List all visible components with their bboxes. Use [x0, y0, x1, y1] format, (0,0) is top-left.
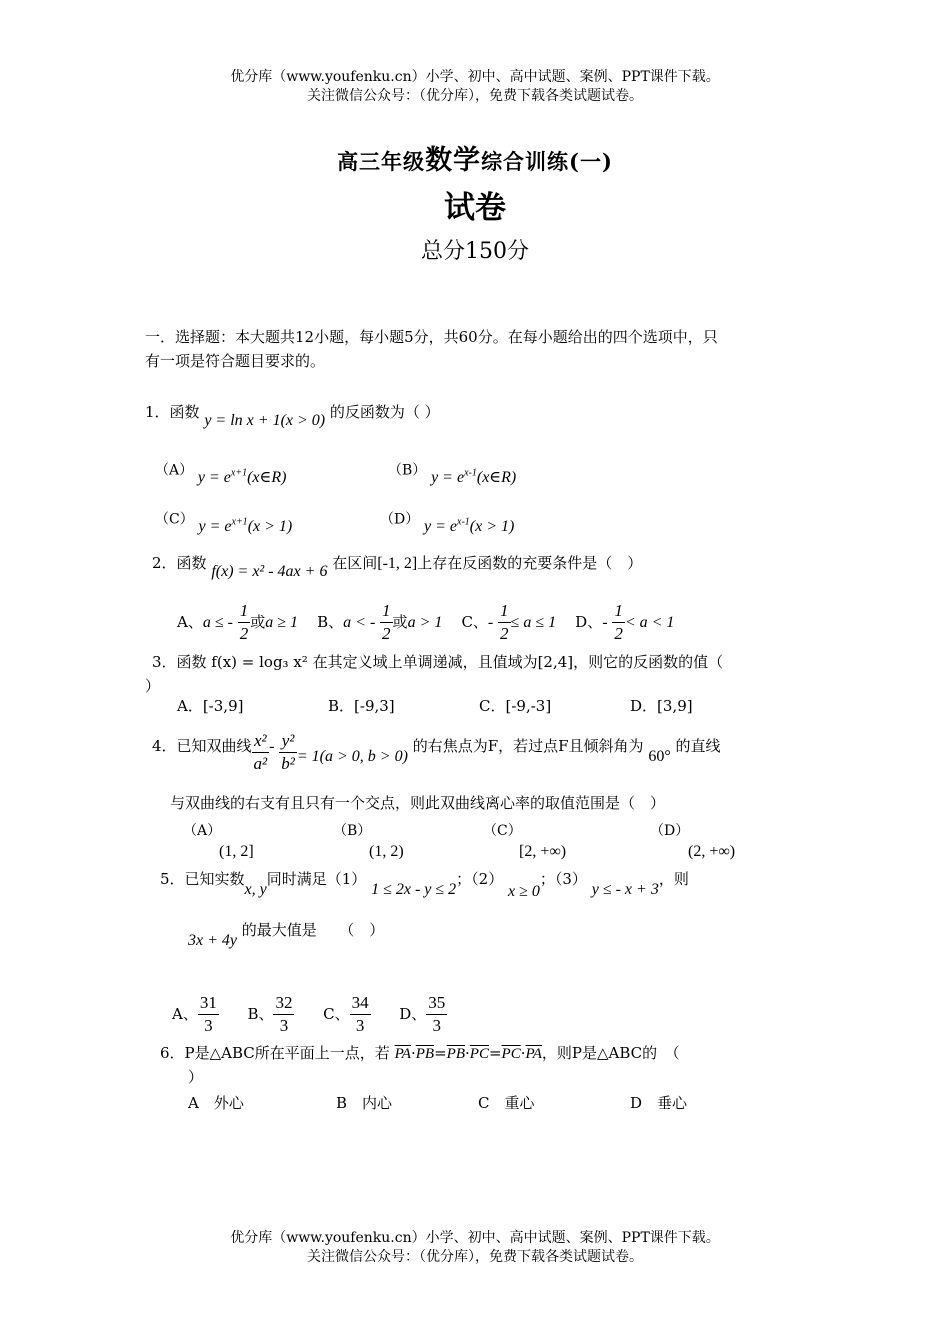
q4-option-a: （A） (1, 2]	[183, 823, 254, 860]
section-intro-line-2: 有一项是符合题目要求的。	[145, 352, 326, 370]
header-line-2: 关注微信公众号：（优分库），免费下载各类试题试卷。	[307, 88, 643, 104]
q6-stem-line-2: ）	[188, 1068, 204, 1086]
q4-option-d: （D） (2, +∞)	[650, 823, 736, 860]
q5-stem-line-2: 3x + 4y 的最大值是 （ ）	[188, 921, 385, 949]
q6-option-a: A 外心	[188, 1094, 244, 1112]
q1-stem: 1．函数 y = ln x + 1(x > 0) 的反函数为（ ）	[145, 403, 440, 429]
q5-option-a: A、 $\frac{31}{3}$	[172, 993, 217, 1035]
q5-option-d: D、 $\frac{35}{3}$	[399, 993, 446, 1035]
q3-stem-line-2: ）	[145, 677, 161, 695]
q5-option-c: C、 $\frac{34}{3}$	[323, 993, 369, 1035]
q4-stem: 4．已知双曲线 $\frac{\text{x²}}{\text{a²}}$ - $\frac{\text{y²}}{\text{b²}}$ = 1(a > 0, b > 0) 的右焦点为F，若过点F且倾斜角为 60° 的直线	[152, 731, 721, 773]
q4-option-c: （C） [2, +∞)	[483, 823, 567, 860]
q2-function: f(x) = x² - 4ax + 6	[211, 563, 328, 580]
page-subtitle: 试卷	[444, 190, 506, 226]
q5-stem: 5．已知实数x, y同时满足（1） 1 ≤ 2x - y ≤ 2；（2） x ≥ 0；（3） y ≤ - x + 3，则	[160, 870, 689, 900]
q3-option-c: C．[-9,-3]	[479, 697, 552, 715]
q5-option-b: B、 $\frac{32}{3}$	[247, 993, 293, 1035]
q6-option-b: B 内心	[336, 1094, 393, 1112]
q1-option-a: （A） $y = e^{x+1}(x\in R)$	[155, 462, 287, 487]
q2-option-c: C、- $\frac{1}{2}$ ≤ a ≤ 1	[461, 601, 557, 643]
q3-option-d: D．[3,9]	[630, 697, 693, 715]
title-grade: 高三年级	[337, 149, 426, 174]
page-title	[0, 138, 950, 177]
q2-option-b: B、a < - $\frac{1}{2}$ 或a > 1	[317, 601, 443, 643]
total-score: 总分150分	[421, 239, 529, 264]
footer-line-1: 优分库（www.youfenku.cn）小学、初中、高中试题、案例、PPT课件下载。	[230, 1230, 720, 1246]
q2-option-d: D、- $\frac{1}{2}$ < a < 1	[575, 601, 675, 643]
q1-option-c: （C） $y = e^{x+1}(x > 1)$	[155, 511, 293, 536]
q2-option-a: A、a ≤ - $\frac{1}{2}$ 或a ≥ 1	[177, 601, 299, 643]
q1-option-d: （D） $y = e^{x-1}(x > 1)$	[380, 511, 515, 536]
q6-option-c: C 重心	[478, 1094, 535, 1112]
q4-stem-line-2: 与双曲线的右支有且只有一个交点，则此双曲线离心率的取值范围是（ ）	[170, 794, 666, 812]
q3-stem-line-1: 3．函数 f(x) = log₃ x² 在其定义域上单调递减，且值域为[2,4]，则它的反函数的值（	[152, 653, 724, 671]
q3-option-a: A．[-3,9]	[177, 697, 244, 715]
q6-stem: 6．P是△ABC所在平面上一点，若 $\overline{PA}\cdot\overline{PB}=\overline{PB}\cdot\overline{PC}=\overline{PC}\cdot\overline{PA}$，则P是△ABC的 （	[160, 1044, 680, 1062]
section-intro-line-1: 一．选择题：本大题共12小题，每小题5分，共60分。在每小题给出的四个选项中，只	[145, 328, 718, 346]
title-training: 综合训练(一)	[481, 149, 613, 174]
q4-option-b: （B） (1, 2)	[333, 823, 404, 860]
title-subject: 数学	[425, 145, 482, 176]
header-line-1: 优分库（www.youfenku.cn）小学、初中、高中试题、案例、PPT课件下载。	[230, 69, 720, 85]
q6-option-d: D 垂心	[630, 1094, 688, 1112]
q2-options	[177, 600, 674, 645]
q5-options	[172, 992, 447, 1037]
q3-option-b: B．[-9,3]	[328, 697, 395, 715]
q2-stem: 2．函数 f(x) = x² - 4ax + 6 在区间[-1, 2]上存在反函数的充要条件是（ ）	[152, 554, 643, 580]
q1-function: y = ln x + 1(x > 0)	[204, 412, 326, 429]
footer-line-2: 关注微信公众号：（优分库），免费下载各类试题试卷。	[307, 1249, 643, 1265]
q1-option-b: （B） $y = e^{x-1}(x\in R)$	[388, 462, 517, 487]
